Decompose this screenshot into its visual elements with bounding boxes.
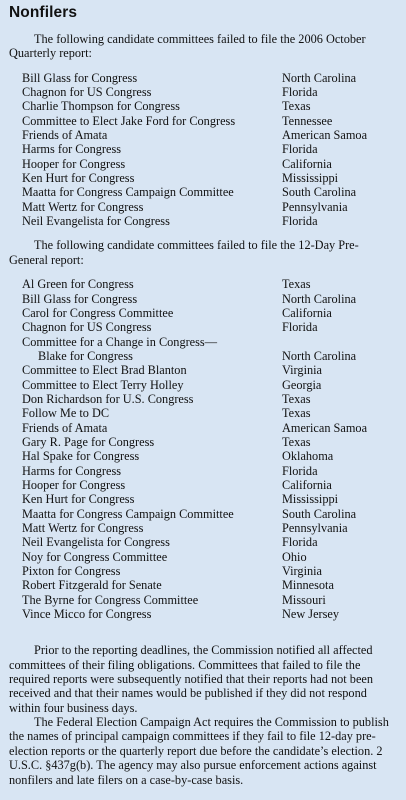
committee-row — [22, 392, 393, 406]
committee-row — [22, 320, 393, 334]
committee-row — [22, 492, 393, 506]
committee-row — [22, 157, 393, 171]
committee-row — [22, 535, 393, 549]
committee-row — [22, 142, 393, 156]
committee-row — [22, 435, 393, 449]
section-heading: Nonfilers — [9, 4, 78, 21]
committee-name: Matt Wertz for Congress — [22, 521, 144, 535]
committee-state: North Carolina — [282, 70, 357, 85]
committee-row — [22, 507, 393, 521]
committee-name: Pixton for Congress — [22, 564, 121, 579]
committee-state: Missouri — [282, 592, 326, 607]
committee-row — [22, 335, 393, 349]
committee-row — [22, 564, 393, 578]
committee-state: Florida — [282, 535, 318, 550]
committee-state: New Jersey — [282, 607, 340, 622]
committee-state: American Samoa — [282, 420, 368, 435]
committee-name: Friends of Amata — [22, 128, 108, 143]
committee-state: Georgia — [282, 377, 322, 392]
committee-state: Tennessee — [282, 113, 333, 128]
committee-name: Committee to Elect Terry Holley — [22, 377, 184, 392]
committee-name: Ken Hurt for Congress — [22, 171, 135, 186]
committee-row — [22, 464, 393, 478]
committee-name: Chagnon for US Congress — [22, 85, 152, 100]
committee-name: Robert Fitzgerald for Senate — [22, 578, 162, 593]
committee-name: Matt Wertz for Congress — [22, 199, 144, 214]
committee-row — [22, 478, 393, 492]
committee-row — [22, 363, 393, 377]
committee-name: Neil Evangelista for Congress — [22, 535, 170, 550]
committee-state: Texas — [282, 434, 311, 449]
committee-state: American Samoa — [282, 128, 368, 143]
committee-row — [22, 607, 393, 621]
committee-row — [22, 550, 393, 564]
feca-paragraph: The Federal Election Campaign Act requires the Commission to publish the names of principal campaign committees if they fail to file 12-day pre-election reports or the quarterly report due before the candidate’s election. 2 U.S.C. §437g(b). The agency may also pursue enforcement actions against nonfilers and late filers on a case-by-case basis. — [9, 715, 389, 787]
intro-october-quarterly: The following candidate committees failed to file the 2006 October Quarterly report: — [9, 32, 366, 61]
committee-state: Texas — [282, 406, 311, 421]
committee-state: California — [282, 477, 332, 492]
committee-name: Ken Hurt for Congress — [22, 492, 135, 507]
committee-row — [22, 114, 393, 128]
committee-row — [22, 171, 393, 185]
committee-name: Hal Spake for Congress — [22, 449, 140, 464]
committee-row — [22, 421, 393, 435]
committee-name: Friends of Amata — [22, 420, 108, 435]
committee-state: South Carolina — [282, 506, 357, 521]
committee-row — [22, 185, 393, 199]
committee-state: Virginia — [282, 363, 323, 378]
committee-state: Oklahoma — [282, 449, 334, 464]
committee-name: Hooper for Congress — [22, 156, 126, 171]
committee-state: Virginia — [282, 564, 323, 579]
pre-general-nonfiler-list — [22, 277, 393, 621]
committee-name: Bill Glass for Congress — [22, 291, 138, 306]
committee-row — [22, 99, 393, 113]
committee-name: Al Green for Congress — [22, 277, 134, 292]
committee-state: Pennsylvania — [282, 199, 348, 214]
committee-state: North Carolina — [282, 291, 357, 306]
committee-name: Bill Glass for Congress — [22, 70, 138, 85]
committee-row — [22, 578, 393, 592]
committee-row — [22, 71, 393, 85]
committee-row — [22, 85, 393, 99]
committee-row — [22, 406, 393, 420]
committee-state: Florida — [282, 214, 318, 229]
committee-row — [22, 349, 393, 363]
committee-name: Follow Me to DC — [22, 406, 110, 421]
committee-state: Texas — [282, 277, 311, 292]
committee-name: Harms for Congress — [22, 142, 122, 157]
committee-state: Florida — [282, 463, 318, 478]
intro-pre-general: The following candidate committees failed to file the 12-Day Pre-General report: — [9, 238, 359, 267]
committee-name: Gary R. Page for Congress — [22, 434, 155, 449]
committee-name: The Byrne for Congress Committee — [22, 592, 199, 607]
committee-name: Carol for Congress Committee — [22, 305, 174, 320]
committee-state: Texas — [282, 99, 311, 114]
committee-state: Texas — [282, 391, 311, 406]
committee-row — [22, 593, 393, 607]
committee-name: Vince Micco for Congress — [22, 607, 152, 622]
committee-row — [22, 277, 393, 291]
committee-row — [22, 128, 393, 142]
committee-state: California — [282, 156, 332, 171]
committee-row — [22, 378, 393, 392]
committee-row — [22, 521, 393, 535]
committee-name: Committee for a Change in Congress— — [22, 334, 218, 349]
committee-row — [22, 292, 393, 306]
committee-row — [22, 214, 393, 228]
october-quarterly-nonfiler-list — [22, 71, 393, 229]
committee-state: California — [282, 305, 332, 320]
committee-state: Minnesota — [282, 578, 334, 593]
committee-state: Florida — [282, 320, 318, 335]
committee-name: Maatta for Congress Campaign Committee — [22, 185, 234, 200]
committee-state: South Carolina — [282, 185, 357, 200]
committee-name: Hooper for Congress — [22, 477, 126, 492]
committee-name: Committee to Elect Brad Blanton — [22, 363, 187, 378]
committee-name: Committee to Elect Jake Ford for Congress — [22, 113, 236, 128]
committee-name: Blake for Congress — [38, 348, 133, 363]
committee-state: Mississippi — [282, 171, 339, 186]
committee-name: Don Richardson for U.S. Congress — [22, 391, 194, 406]
committee-state: Ohio — [282, 549, 307, 564]
committee-name: Chagnon for US Congress — [22, 320, 152, 335]
committee-name: Maatta for Congress Campaign Committee — [22, 506, 234, 521]
committee-state: Mississippi — [282, 492, 339, 507]
committee-name: Harms for Congress — [22, 463, 122, 478]
committee-row — [22, 200, 393, 214]
committee-name: Charlie Thompson for Congress — [22, 99, 180, 114]
committee-state: North Carolina — [282, 348, 357, 363]
committee-name: Noy for Congress Committee — [22, 549, 168, 564]
committee-state: Florida — [282, 85, 318, 100]
spacer — [9, 631, 393, 643]
committee-state: Florida — [282, 142, 318, 157]
committee-state: Pennsylvania — [282, 521, 348, 535]
committee-row — [22, 449, 393, 463]
committee-name: Neil Evangelista for Congress — [22, 214, 170, 229]
notification-paragraph: Prior to the reporting deadlines, the Commission notified all affected committees of their filing obligations. Committees that failed to file the required reports were subsequently notified that their reports had not been received and that their names would be published if they did not respond within four business days. — [9, 643, 374, 715]
committee-row — [22, 306, 393, 320]
